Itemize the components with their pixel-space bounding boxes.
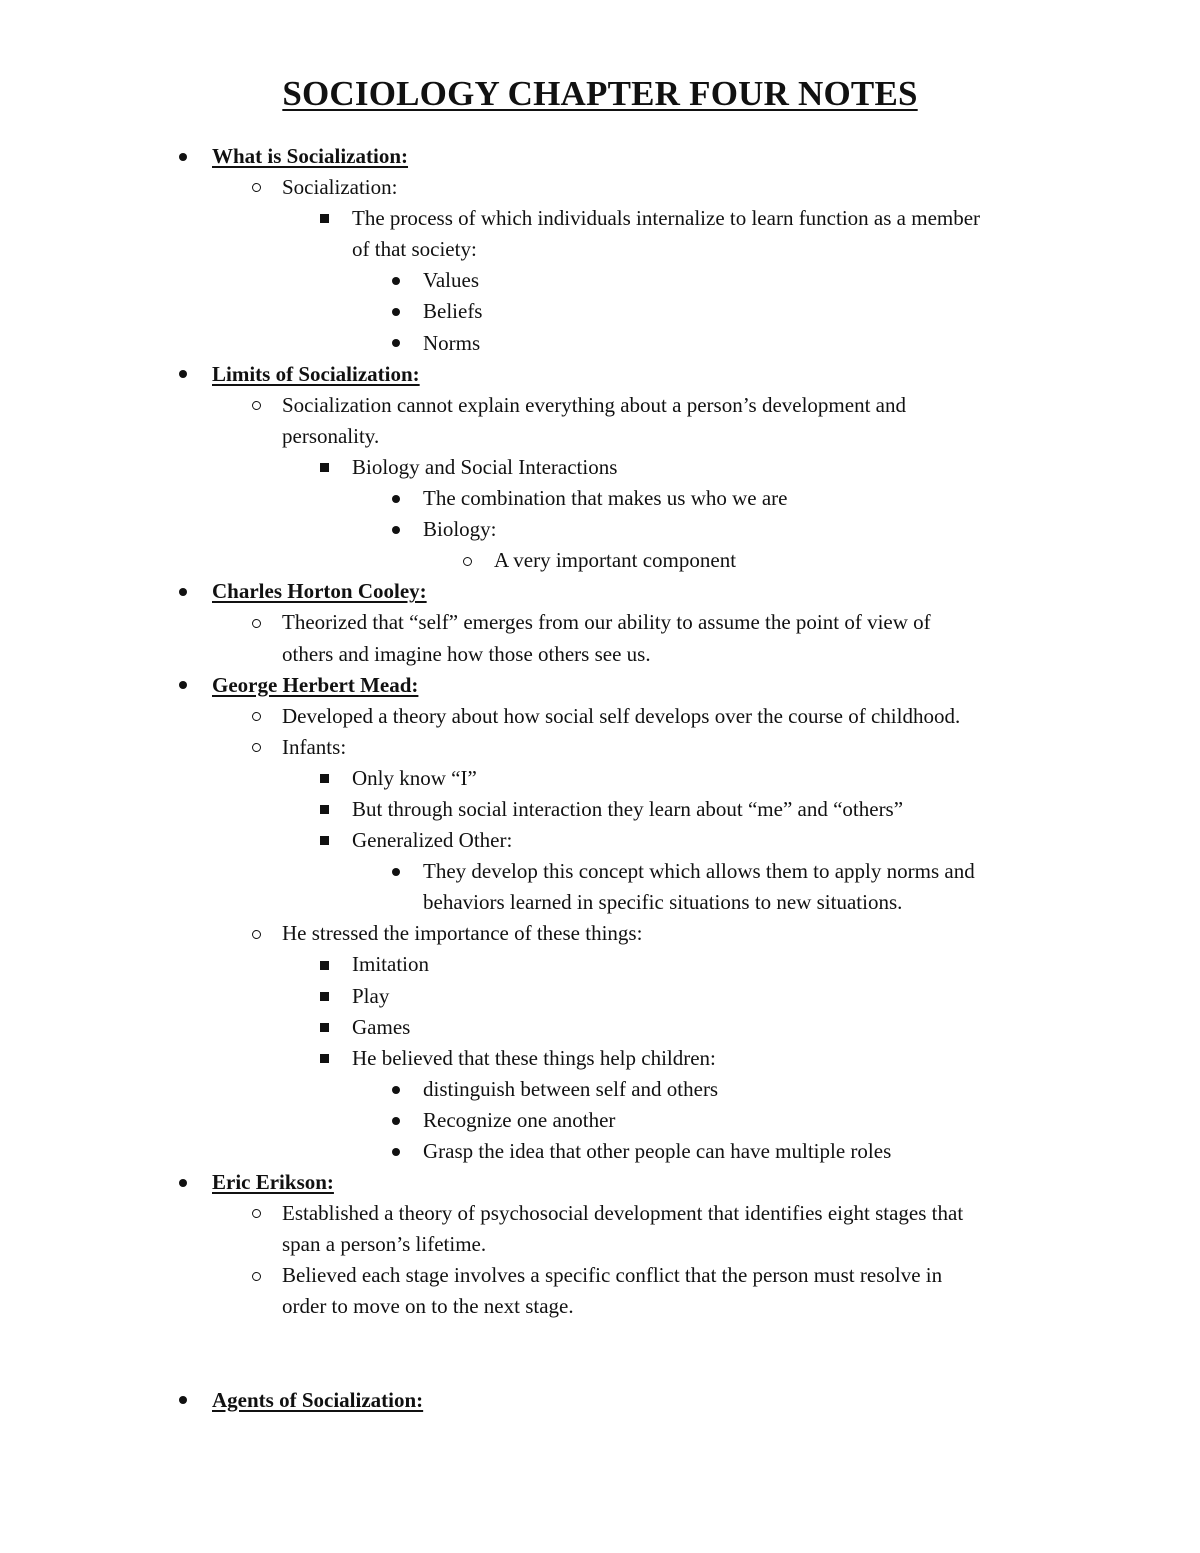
section-heading: What is Socialization: — [212, 144, 409, 168]
list-item — [0, 328, 1200, 359]
item-text: Biology: — [423, 517, 497, 542]
list-item — [0, 825, 1200, 856]
filled-bullet-icon — [173, 670, 193, 701]
list-item-continuation — [0, 1229, 1200, 1260]
square-bullet-icon — [314, 1012, 334, 1043]
blank-space — [0, 1323, 1200, 1385]
list-item — [0, 794, 1200, 825]
list-item — [0, 545, 1200, 576]
section-heading-line — [0, 670, 1200, 701]
list-item — [0, 203, 1200, 234]
hollow-bullet-icon — [246, 1198, 266, 1229]
item-text: Developed a theory about how social self develops over the course of childhood. — [282, 703, 961, 728]
list-item-continuation — [0, 639, 1200, 670]
list-item — [0, 514, 1200, 545]
square-bullet-icon — [314, 825, 334, 856]
item-text: Beliefs — [423, 299, 483, 324]
list-item — [0, 607, 1200, 638]
item-text: He believed that these things help children: — [352, 1045, 716, 1070]
filled-bullet-icon — [386, 265, 406, 296]
filled-bullet-icon — [386, 856, 406, 887]
list-item-continuation — [0, 887, 1200, 918]
filled-bullet-icon — [386, 1074, 406, 1105]
list-item — [0, 981, 1200, 1012]
item-text: A very important component — [494, 548, 737, 573]
item-text: distinguish between self and others — [423, 1076, 719, 1101]
square-bullet-icon — [314, 203, 334, 234]
list-item — [0, 390, 1200, 421]
section-heading: George Herbert Mead: — [212, 672, 419, 697]
filled-bullet-icon — [386, 296, 406, 327]
item-text: He stressed the importance of these things: — [282, 921, 643, 946]
item-text: Biology and Social Interactions — [352, 454, 618, 479]
list-item — [0, 1043, 1200, 1074]
hollow-bullet-icon — [246, 1260, 266, 1291]
hollow-bullet-icon — [246, 607, 266, 638]
item-text: others and imagine how those others see us. — [282, 641, 651, 666]
section-heading-line — [0, 576, 1200, 607]
filled-bullet-icon — [173, 1167, 193, 1198]
item-text: order to move on to the next stage. — [282, 1294, 574, 1319]
filled-bullet-icon — [173, 359, 193, 390]
list-item — [0, 1012, 1200, 1043]
item-text: Play — [352, 983, 390, 1008]
filled-bullet-icon — [386, 1136, 406, 1167]
item-text: Only know “I” — [352, 765, 477, 790]
filled-bullet-icon — [173, 141, 193, 172]
list-item — [0, 701, 1200, 732]
section-heading-line — [0, 1167, 1200, 1198]
item-text: Generalized Other: — [352, 828, 513, 853]
list-item-continuation — [0, 1291, 1200, 1322]
list-item — [0, 296, 1200, 327]
list-item-continuation — [0, 234, 1200, 265]
item-text: of that society: — [352, 237, 477, 262]
filled-bullet-icon — [386, 483, 406, 514]
list-item — [0, 856, 1200, 887]
filled-bullet-icon — [386, 328, 406, 359]
list-item — [0, 452, 1200, 483]
list-item — [0, 265, 1200, 296]
hollow-bullet-icon — [246, 732, 266, 763]
hollow-bullet-icon — [457, 545, 477, 576]
square-bullet-icon — [314, 981, 334, 1012]
square-bullet-icon — [314, 763, 334, 794]
section-heading: Limits of Socialization: — [212, 361, 420, 386]
filled-bullet-icon — [173, 1385, 193, 1416]
list-item — [0, 172, 1200, 203]
list-item — [0, 1136, 1200, 1167]
section-heading: Charles Horton Cooley: — [212, 579, 427, 604]
list-item — [0, 483, 1200, 514]
item-text: Infants: — [282, 734, 347, 759]
square-bullet-icon — [314, 949, 334, 980]
hollow-bullet-icon — [246, 172, 266, 203]
section-heading-line — [0, 1385, 1200, 1416]
item-text: Grasp the idea that other people can have multiple roles — [423, 1139, 892, 1163]
item-text: Recognize one another — [423, 1107, 616, 1132]
item-text: Values — [423, 268, 479, 293]
section-heading: Agents of Socialization: — [212, 1387, 424, 1412]
hollow-bullet-icon — [246, 390, 266, 421]
item-text: Imitation — [352, 952, 429, 977]
square-bullet-icon — [314, 794, 334, 825]
filled-bullet-icon — [386, 514, 406, 545]
list-item — [0, 763, 1200, 794]
list-item — [0, 918, 1200, 949]
section-heading-line — [0, 359, 1200, 390]
list-item — [0, 1260, 1200, 1291]
list-item — [0, 1074, 1200, 1105]
filled-bullet-icon — [173, 576, 193, 607]
item-text: They develop this concept which allows them to apply norms and — [423, 859, 975, 884]
list-item — [0, 1198, 1200, 1229]
section-heading: Eric Erikson: — [212, 1170, 334, 1195]
item-text: But through social interaction they learn about “me” and “others” — [352, 796, 904, 821]
item-text: The process of which individuals internalize to learn function as a member — [352, 206, 981, 231]
hollow-bullet-icon — [246, 918, 266, 949]
item-text: Games — [352, 1014, 411, 1039]
item-text: Socialization: — [282, 175, 398, 200]
notes-outline — [0, 141, 1200, 1416]
item-text: Theorized that “self” emerges from our ability to assume the point of view of — [282, 610, 931, 635]
section-heading-line — [0, 141, 1200, 172]
item-text: span a person’s lifetime. — [282, 1232, 487, 1257]
item-text: Socialization cannot explain everything about a person’s development and — [282, 392, 906, 417]
list-item — [0, 732, 1200, 763]
square-bullet-icon — [314, 1043, 334, 1074]
item-text: Norms — [423, 330, 481, 355]
item-text: Believed each stage involves a specific conflict that the person must resolve in — [282, 1263, 943, 1288]
hollow-bullet-icon — [246, 701, 266, 732]
square-bullet-icon — [314, 452, 334, 483]
item-text: The combination that makes us who we are — [423, 486, 788, 511]
list-item — [0, 1105, 1200, 1136]
list-item-continuation — [0, 421, 1200, 452]
list-item — [0, 949, 1200, 980]
item-text: personality. — [282, 423, 380, 448]
item-text: behaviors learned in specific situations to new situations. — [423, 890, 903, 915]
item-text: Established a theory of psychosocial development that identifies eight stages that — [282, 1201, 964, 1226]
page-title: SOCIOLOGY CHAPTER FOUR NOTES — [282, 74, 918, 113]
filled-bullet-icon — [386, 1105, 406, 1136]
